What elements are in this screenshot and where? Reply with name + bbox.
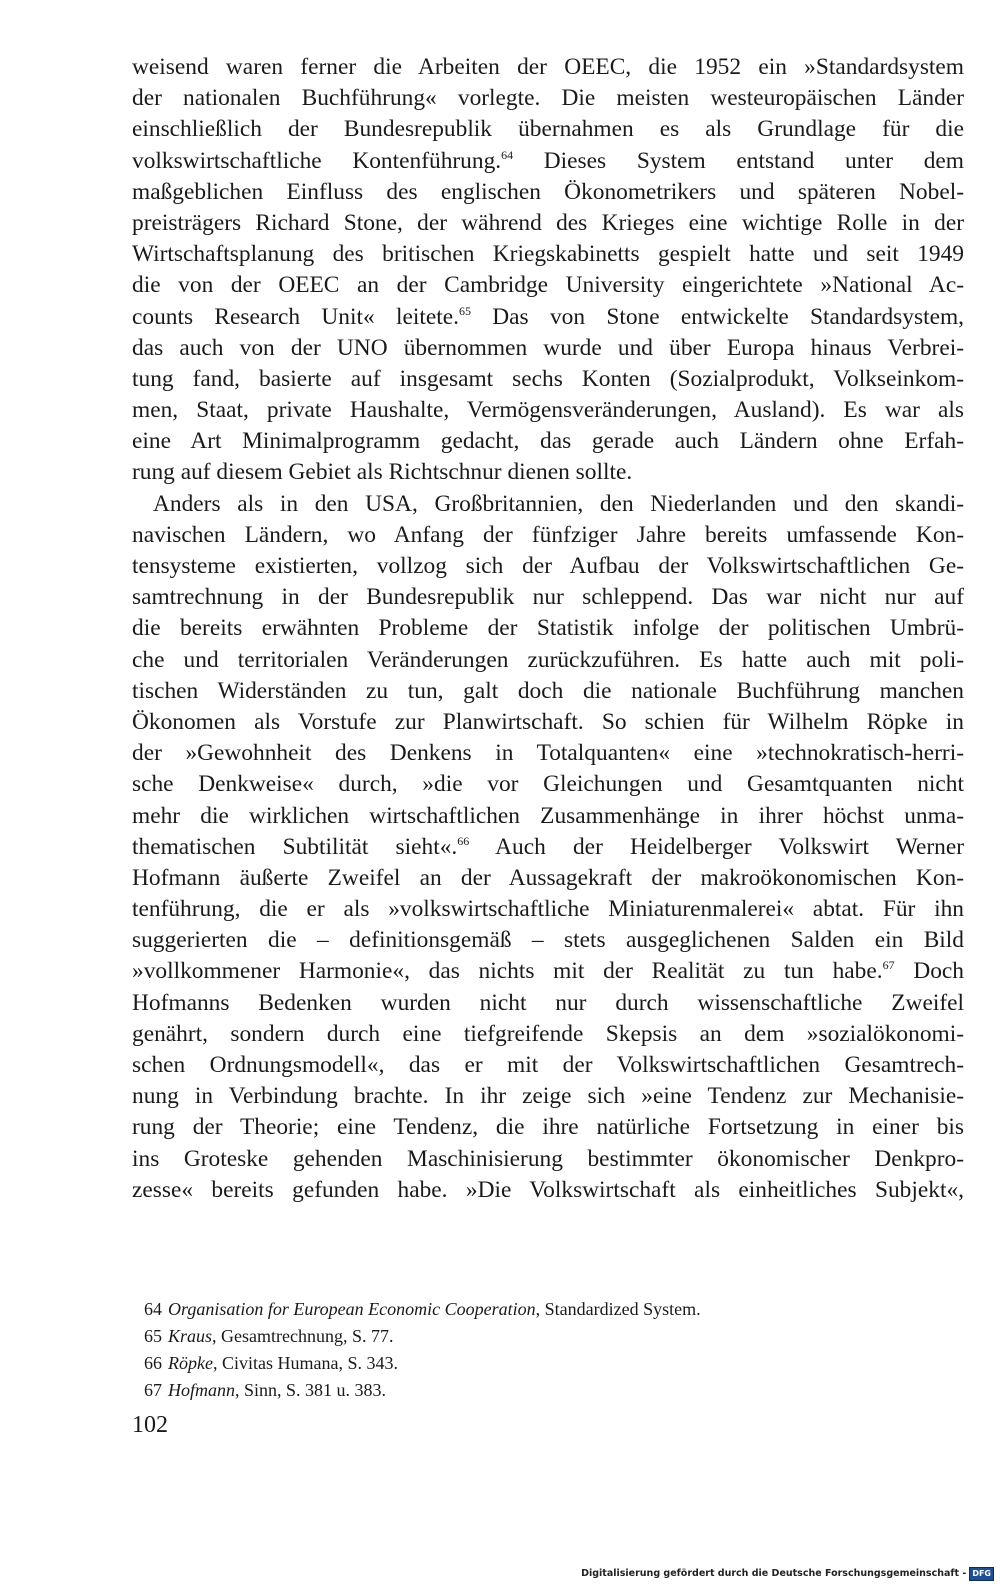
footnote-text: , Sinn, S. 381 u. 383. xyxy=(235,1380,387,1400)
text-line: Anders als in den USA, Großbritannien, den Niederlanden und den skandi- xyxy=(153,490,964,517)
text-line: rung auf diesem Gebiet als Richtschnur dienen sollte. xyxy=(132,459,633,486)
text-line: rung der Theorie; eine Tendenz, die ihre natürliche Fortsetzung in einer bis xyxy=(132,1114,964,1141)
footnote-ref-64[interactable]: 64 xyxy=(501,147,514,162)
credit-text: Digitalisierung gefördert durch die Deutsche Forschungsgemeinschaft - xyxy=(581,1568,967,1579)
text-line xyxy=(132,146,964,177)
footnote-number: 66 xyxy=(144,1353,162,1373)
footnote-text: , Gesamtrechnung, S. 77. xyxy=(212,1326,394,1346)
text-line: die von der OEEC an der Cambridge University eingerichtete »National Ac- xyxy=(132,272,964,299)
text-segment: thematischen Subtilität sieht«. xyxy=(132,833,458,860)
text-segment: volkswirtschaftliche Kontenführung. xyxy=(132,147,502,174)
footnote-author: Hofmann xyxy=(168,1380,235,1400)
text-line: genährt, sondern durch eine tiefgreifende Skepsis an dem »sozialökonomi- xyxy=(132,1020,964,1047)
text-segment: Dieses System entstand unter dem xyxy=(513,147,964,174)
footnote-number: 64 xyxy=(144,1299,162,1319)
footnotes xyxy=(132,1296,964,1404)
footnote-64 xyxy=(132,1296,964,1323)
text-line: tensysteme existierten, vollzog sich der Aufbau der Volkswirtschaftlichen Ge- xyxy=(132,553,964,579)
text-line xyxy=(132,832,964,863)
text-line: schen Ordnungsmodell«, das er mit der Volkswirtschaftlichen Gesamtrech- xyxy=(132,1052,964,1078)
text-line: tischen Widerständen zu tun, galt doch die nationale Buchführung manchen xyxy=(132,677,964,704)
footnote-number: 67 xyxy=(144,1380,162,1400)
footnote-66 xyxy=(132,1350,964,1377)
footnote-text: , Standardized System. xyxy=(535,1299,701,1319)
footnote-67 xyxy=(132,1377,964,1404)
text-line: weisend waren ferner die Arbeiten der OEEC, die 1952 ein »Standardsystem xyxy=(132,54,964,80)
text-line: Hofmanns Bedenken wurden nicht nur durch wissenschaftliche Zweifel xyxy=(132,989,964,1016)
text-line: sche Denkweise« durch, »die vor Gleichungen und Gesamtquanten nicht xyxy=(132,771,964,798)
text-line: das auch von der UNO übernommen wurde und über Europa hinaus Verbrei- xyxy=(132,334,964,361)
text-line xyxy=(132,302,964,333)
text-segment: »vollkommener Harmonie«, das nichts mit der Realität zu tun habe. xyxy=(132,958,883,985)
text-line: der nationalen Buchführung« vorlegte. Die meisten westeuropäischen Länder xyxy=(132,85,964,112)
text-line: che und territorialen Veränderungen zurückzuführen. Es hatte auch mit poli- xyxy=(132,646,964,673)
text-line: einschließlich der Bundesrepublik übernahmen es als Grundlage für die xyxy=(132,116,964,143)
text-line: tung fand, basierte auf insgesamt sechs Konten (Sozialprodukt, Volkseinkom- xyxy=(132,365,964,392)
digitization-credit xyxy=(581,1566,994,1582)
text-line: ins Groteske gehenden Maschinisierung bestimmter ökonomischer Denkpro- xyxy=(132,1145,964,1172)
text-line: tenführung, die er als »volkswirtschaftliche Miniaturenmalerei« abtat. Für ihn xyxy=(132,896,964,923)
text-line: mehr die wirklichen wirtschaftlichen Zusammenhänge in ihrer höchst unma- xyxy=(132,802,964,829)
text-segment: Das von Stone entwickelte Standardsystem, xyxy=(470,303,964,330)
text-line xyxy=(132,956,964,987)
text-line: der »Gewohnheit des Denkens in Totalquanten« eine »technokratisch-herri- xyxy=(132,740,964,767)
text-segment: Auch der Heidelberger Volkswirt Werner xyxy=(469,833,964,860)
body-text xyxy=(132,52,964,1206)
footnote-author: Organisation for European Economic Cooperation xyxy=(168,1299,536,1319)
dfg-logo-icon: DFG xyxy=(969,1567,994,1581)
text-line: zesse« bereits gefunden habe. »Die Volkswirtschaft als einheitliches Subjekt«, xyxy=(132,1176,964,1203)
text-line: navischen Ländern, wo Anfang der fünfziger Jahre bereits umfassende Kon- xyxy=(132,521,964,548)
footnote-text: , Civitas Humana, S. 343. xyxy=(212,1353,398,1373)
text-line: Hofmann äußerte Zweifel an der Aussagekraft der makroökonomischen Kon- xyxy=(132,864,964,891)
footnote-ref-67[interactable]: 67 xyxy=(882,958,895,973)
text-line: preisträgers Richard Stone, der während des Krieges eine wichtige Rolle in der xyxy=(132,209,964,236)
text-line: samtrechnung in der Bundesrepublik nur schleppend. Das war nicht nur auf xyxy=(132,584,964,611)
text-line: eine Art Minimalprogramm gedacht, das gerade auch Ländern ohne Erfah- xyxy=(132,428,964,455)
footnote-ref-65[interactable]: 65 xyxy=(458,303,471,318)
text-segment: Doch xyxy=(894,958,964,985)
text-line: maßgeblichen Einfluss des englischen Ökonometrikers und späteren Nobel- xyxy=(132,178,964,205)
footnote-author: Kraus xyxy=(168,1326,213,1346)
text-segment: counts Research Unit« leitete. xyxy=(132,303,459,330)
footnote-author: Röpke xyxy=(168,1353,213,1373)
text-line: nung in Verbindung brachte. In ihr zeige sich »eine Tendenz zur Mechanisie- xyxy=(132,1083,964,1110)
text-line: die bereits erwähnten Probleme der Statistik infolge der politischen Umbrü- xyxy=(132,615,964,642)
text-line: Wirtschaftsplanung des britischen Kriegskabinetts gespielt hatte und seit 1949 xyxy=(132,241,964,268)
footnote-65 xyxy=(132,1323,964,1350)
text-line: men, Staat, private Haushalte, Vermögensveränderungen, Ausland). Es war als xyxy=(132,397,964,424)
text-line: suggerierten die – definitionsgemäß – stets ausgeglichenen Salden ein Bild xyxy=(132,927,964,954)
footnote-ref-66[interactable]: 66 xyxy=(457,833,470,848)
footnote-number: 65 xyxy=(144,1326,162,1346)
page-number: 102 xyxy=(132,1412,168,1438)
text-line: Ökonomen als Vorstufe zur Planwirtschaft. So schien für Wilhelm Röpke in xyxy=(132,708,964,735)
